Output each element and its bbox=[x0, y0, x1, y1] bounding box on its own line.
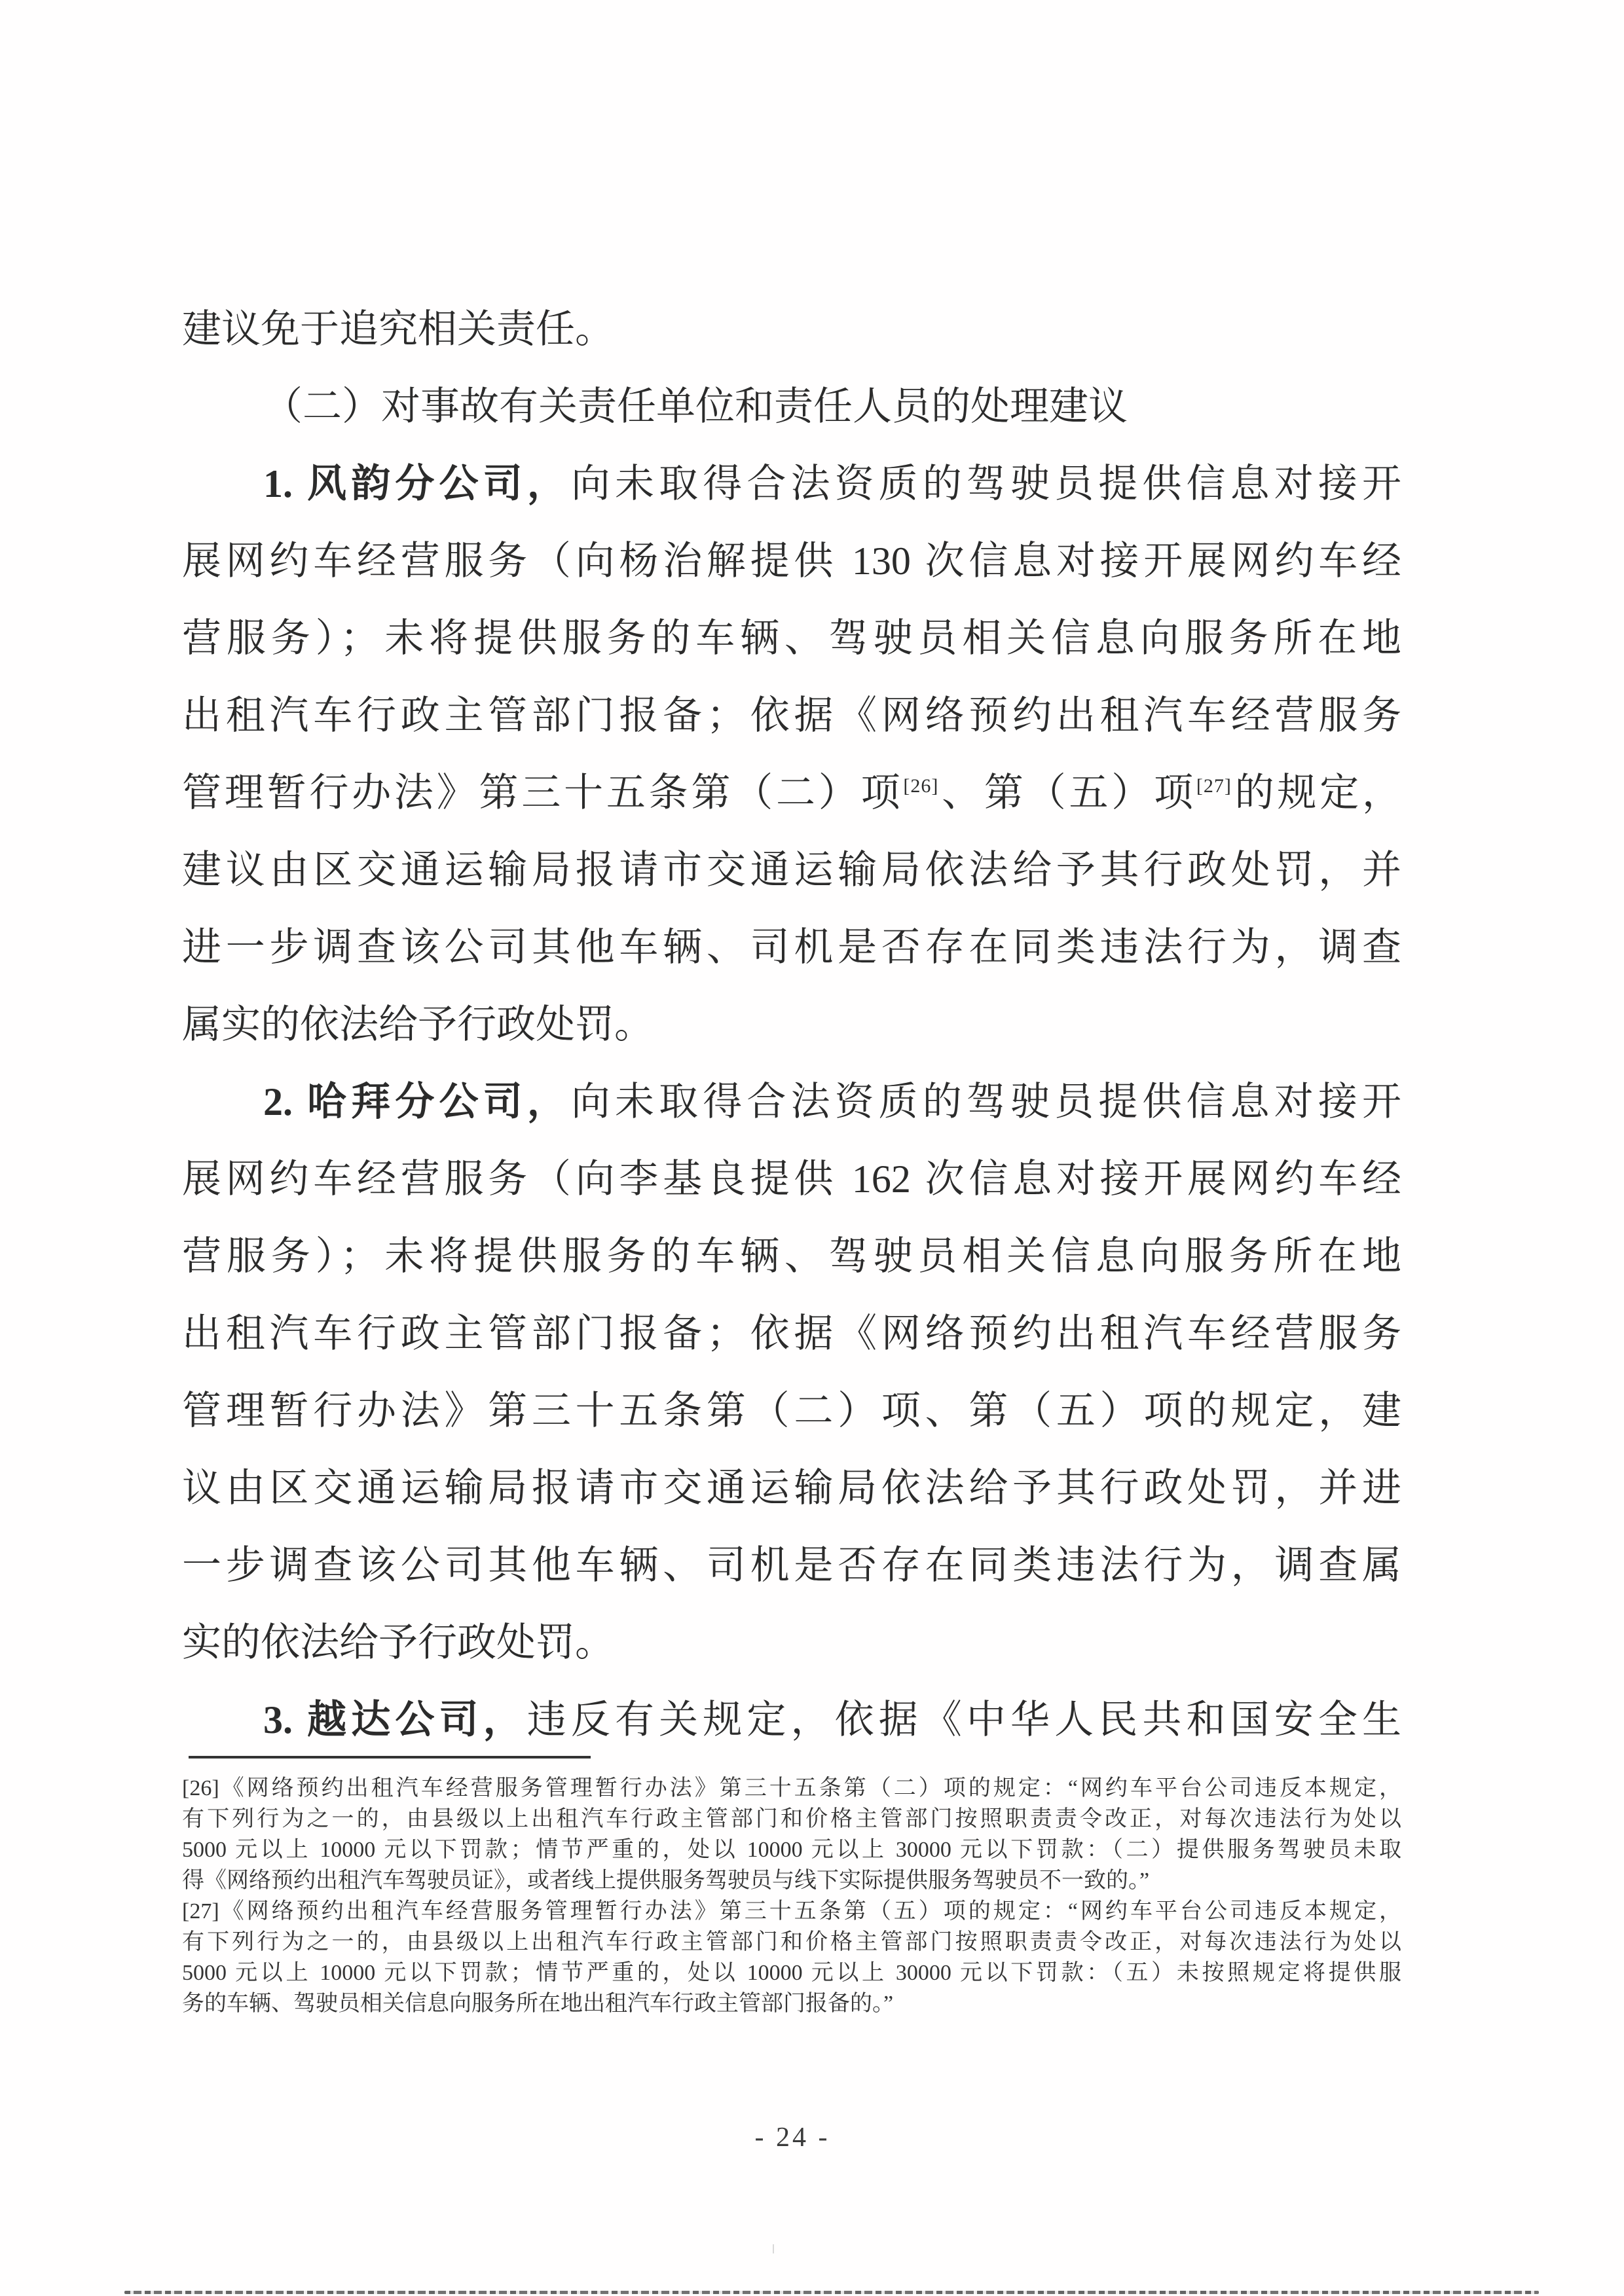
text-line bbox=[182, 291, 1401, 368]
text-segment: [26]《网络预约出租汽车经营服务管理暂行办法》第三十五条第（二）项的规定：“网约车平台公司违反本规定， bbox=[182, 1776, 1401, 1800]
text-segment: 营服务）；未将提供服务的车辆、驾驶员相关信息向服务所在地 bbox=[182, 1235, 1401, 1278]
emphasis-text: 3. 越达公司， bbox=[263, 1698, 527, 1741]
text-line bbox=[182, 1958, 1401, 1988]
text-segment: 管理暂行办法》第三十五条第（二）项、第（五）项的规定，建 bbox=[182, 1389, 1401, 1432]
text-segment: 实的依法给予行政处罚。 bbox=[182, 1621, 614, 1664]
footnote-ref: [26] bbox=[903, 775, 939, 797]
text-segment: 营服务）；未将提供服务的车辆、驾驶员相关信息向服务所在地 bbox=[182, 617, 1401, 660]
text-line bbox=[182, 831, 1401, 909]
text-line bbox=[182, 1681, 1401, 1758]
text-segment: 有下列行为之一的，由县级以上出租汽车行政主管部门和价格主管部门按照职责责令改正，对每次违法行为处以 bbox=[182, 1807, 1401, 1831]
text-segment: 管理暂行办法》第三十五条第（二）项 bbox=[182, 771, 904, 814]
text-line bbox=[182, 1927, 1401, 1958]
text-segment: 5000 元以上 10000 元以下罚款；情节严重的，处以 10000 元以上 30000 元以下罚款：（二）提供服务驾驶员未取 bbox=[182, 1838, 1401, 1862]
text-segment: 有下列行为之一的，由县级以上出租汽车行政主管部门和价格主管部门按照职责责令改正，对每次违法行为处以 bbox=[182, 1930, 1401, 1954]
text-line bbox=[182, 1527, 1401, 1604]
text-segment: 向未取得合法资质的驾驶员提供信息对接开 bbox=[570, 462, 1402, 505]
text-line bbox=[182, 1896, 1401, 1927]
scan-tick-mark bbox=[773, 2244, 774, 2253]
text-line bbox=[182, 986, 1401, 1063]
text-segment: 出租汽车行政主管部门报备；依据《网络预约出租汽车经营服务 bbox=[182, 694, 1401, 737]
text-line bbox=[182, 677, 1401, 754]
page-number: - 24 - bbox=[754, 2123, 830, 2153]
text-segment: 5000 元以上 10000 元以下罚款；情节严重的，处以 10000 元以上 30000 元以下罚款：（五）未按照规定将提供服 bbox=[182, 1961, 1401, 1985]
text-segment: 进一步调查该公司其他车辆、司机是否存在同类违法行为，调查 bbox=[182, 926, 1401, 969]
text-segment: 的规定， bbox=[1231, 771, 1402, 814]
text-line bbox=[182, 1449, 1401, 1527]
text-segment: 建议免于追究相关责任。 bbox=[182, 308, 614, 351]
text-segment: （二）对事故有关责任单位和责任人员的处理建议 bbox=[263, 385, 1128, 428]
text-line bbox=[182, 1218, 1401, 1295]
text-line bbox=[182, 1063, 1401, 1140]
text-segment: 、第（五）项 bbox=[938, 771, 1196, 814]
text-segment: 得《网络预约出租汽车驾驶员证》，或者线上提供服务驾驶员与线下实际提供服务驾驶员不一致的。” bbox=[182, 1868, 1150, 1893]
text-line bbox=[182, 368, 1401, 445]
text-line bbox=[182, 1804, 1401, 1834]
text-segment: 建议由区交通运输局报请市交通运输局依法给予其行政处罚，并 bbox=[182, 848, 1401, 892]
footnote-ref: [27] bbox=[1196, 775, 1232, 797]
text-segment: 展网约车经营服务（向杨治解提供 130 次信息对接开展网约车经 bbox=[182, 539, 1401, 583]
text-segment: 议由区交通运输局报请市交通运输局依法给予其行政处罚，并进 bbox=[182, 1467, 1401, 1510]
text-segment: 出租汽车行政主管部门报备；依据《网络预约出租汽车经营服务 bbox=[182, 1312, 1401, 1355]
text-line bbox=[182, 1865, 1401, 1896]
body-text-block bbox=[182, 291, 1401, 1758]
text-segment: 展网约车经营服务（向李基良提供 162 次信息对接开展网约车经 bbox=[182, 1157, 1401, 1201]
text-line bbox=[182, 1295, 1401, 1372]
text-segment: 向未取得合法资质的驾驶员提供信息对接开 bbox=[570, 1080, 1402, 1123]
text-line bbox=[182, 600, 1401, 677]
text-line bbox=[182, 1372, 1401, 1449]
scan-edge-artifact bbox=[124, 2291, 1539, 2294]
text-line bbox=[182, 1140, 1401, 1218]
text-line bbox=[182, 1988, 1401, 2019]
emphasis-text: 1. 风韵分公司， bbox=[263, 462, 571, 505]
text-line bbox=[182, 445, 1401, 522]
text-line bbox=[182, 1604, 1401, 1681]
footnote-divider bbox=[189, 1756, 591, 1758]
text-segment: 一步调查该公司其他车辆、司机是否存在同类违法行为，调查属 bbox=[182, 1544, 1401, 1587]
emphasis-text: 2. 哈拜分公司， bbox=[263, 1080, 571, 1123]
text-line bbox=[182, 1834, 1401, 1865]
text-line bbox=[182, 909, 1401, 986]
text-line bbox=[182, 1773, 1401, 1804]
text-line bbox=[182, 522, 1401, 600]
text-segment: 务的车辆、驾驶员相关信息向服务所在地出租汽车行政主管部门报备的。” bbox=[182, 1992, 894, 2016]
text-segment: [27]《网络预约出租汽车经营服务管理暂行办法》第三十五条第（五）项的规定：“网约车平台公司违反本规定， bbox=[182, 1899, 1401, 1923]
text-segment: 违反有关规定，依据《中华人民共和国安全生 bbox=[526, 1698, 1402, 1741]
text-segment: 属实的依法给予行政处罚。 bbox=[182, 1003, 654, 1046]
footnotes-block bbox=[182, 1773, 1401, 2019]
text-line bbox=[182, 754, 1401, 831]
